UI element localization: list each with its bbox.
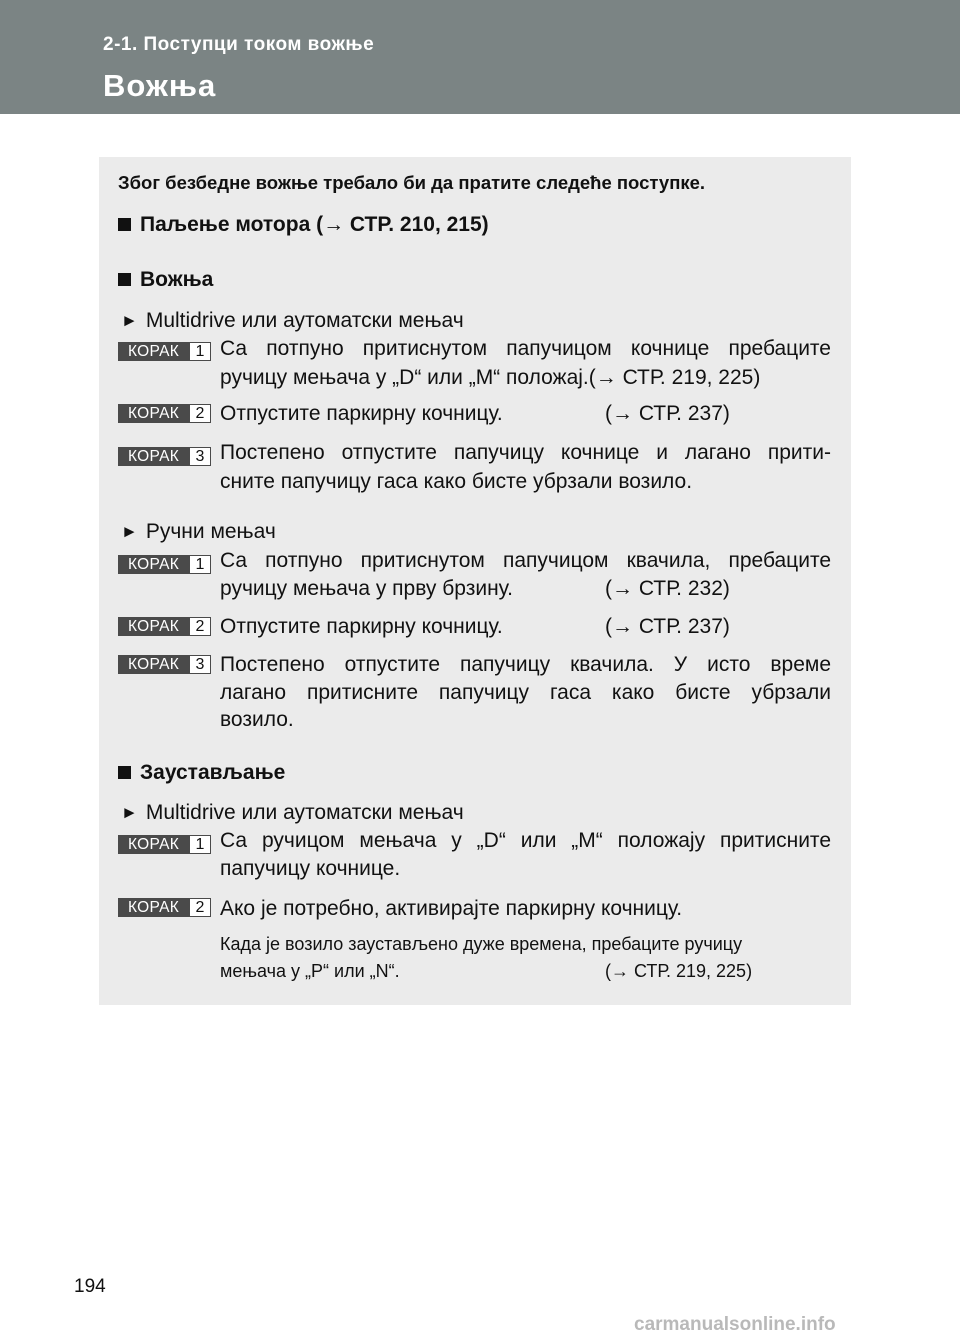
intro-text: Због безбедне вожње требало би да пратите следеће поступке.	[118, 172, 706, 193]
step-text: сните папучицу гаса како бисте убрзали возило.	[220, 470, 693, 493]
step-label: КОРАК	[118, 898, 189, 917]
step-badge	[118, 555, 212, 574]
step-text: лагано притисните папучицу гаса како бисте убрзали	[220, 681, 831, 704]
square-bullet-icon	[118, 766, 131, 779]
step-badge	[118, 835, 212, 854]
step-label: КОРАК	[118, 342, 189, 361]
note-text: мењача у „P“ или „N“.	[220, 961, 400, 981]
step-badge	[118, 447, 212, 466]
subheading-manual	[121, 520, 276, 544]
step-text: Постепено отпустите папучицу квачила. У исто време	[220, 653, 831, 676]
page-reference: (→ СТР. 219, 225)	[605, 961, 753, 981]
heading-driving	[118, 268, 213, 292]
heading-stopping-text: Заустављање	[140, 761, 286, 784]
step-number: 3	[189, 655, 211, 674]
triangle-bullet-icon: ►	[121, 522, 138, 541]
watermark: carmanualsonline.info	[634, 1314, 836, 1335]
step-number: 2	[189, 617, 211, 636]
step-text: ручицу мењача у „D“ или „M“ положај.(→ СТР. 219, 225)	[220, 366, 761, 389]
subheading-auto-driving-text: Multidrive или аутоматски мењач	[145, 309, 464, 332]
step-text: Постепено отпустите папучицу кочнице и лагано прити-	[220, 441, 831, 464]
page-header	[0, 0, 960, 114]
step-text: папучицу кочнице.	[220, 857, 401, 880]
heading-ignition-text: Паљење мотора (→ СТР. 210, 215)	[140, 213, 489, 236]
step-text: Са ручицом мењача у „D“ или „M“ положају притисните	[220, 829, 831, 852]
square-bullet-icon	[118, 273, 131, 286]
step-label: КОРАК	[118, 835, 189, 854]
triangle-bullet-icon: ►	[121, 803, 138, 822]
subheading-auto-driving	[121, 309, 464, 333]
step-text: Отпустите паркирну кочницу.	[220, 615, 503, 638]
page-reference: (→ СТР. 232)	[605, 577, 730, 600]
step-label: КОРАК	[118, 447, 189, 466]
step-badge	[118, 404, 212, 423]
subheading-auto-stopping-text: Multidrive или аутоматски мењач	[145, 801, 464, 824]
step-number: 2	[189, 404, 211, 423]
step-number: 1	[189, 555, 211, 574]
step-badge	[118, 655, 212, 674]
step-text: ручицу мењача у прву брзину.	[220, 577, 513, 600]
step-number: 1	[189, 342, 211, 361]
step-badge	[118, 898, 212, 917]
step-number: 1	[189, 835, 211, 854]
step-number: 3	[189, 447, 211, 466]
subheading-manual-text: Ручни мењач	[145, 520, 276, 543]
subheading-auto-stopping	[121, 801, 464, 825]
step-text: Са потпуно притиснутом папучицом квачила, пребаците	[220, 549, 831, 572]
section-label: 2-1. Поступци током вожње	[103, 34, 375, 55]
step-label: КОРАК	[118, 404, 189, 423]
triangle-bullet-icon: ►	[121, 311, 138, 330]
step-badge	[118, 617, 212, 636]
page-number: 194	[74, 1276, 106, 1297]
step-text: Са потпуно притиснутом папучицом кочнице пребаците	[220, 337, 831, 360]
step-label: КОРАК	[118, 555, 189, 574]
heading-ignition	[118, 213, 489, 237]
page-reference: (→ СТР. 237)	[605, 402, 730, 425]
step-number: 2	[189, 898, 211, 917]
square-bullet-icon	[118, 218, 131, 231]
step-badge	[118, 342, 212, 361]
page-title: Вожња	[103, 68, 217, 103]
step-label: КОРАК	[118, 617, 189, 636]
step-text: Отпустите паркирну кочницу.	[220, 402, 503, 425]
note-text: Када је возило заустављено дуже времена, пребаците ручицу	[220, 934, 743, 954]
step-text: возило.	[220, 708, 294, 731]
page-reference: (→ СТР. 237)	[605, 615, 730, 638]
heading-driving-text: Вожња	[140, 268, 214, 291]
heading-stopping	[118, 761, 285, 785]
step-label: КОРАК	[118, 655, 189, 674]
step-text: Ако је потребно, активирајте паркирну кочницу.	[220, 897, 683, 920]
